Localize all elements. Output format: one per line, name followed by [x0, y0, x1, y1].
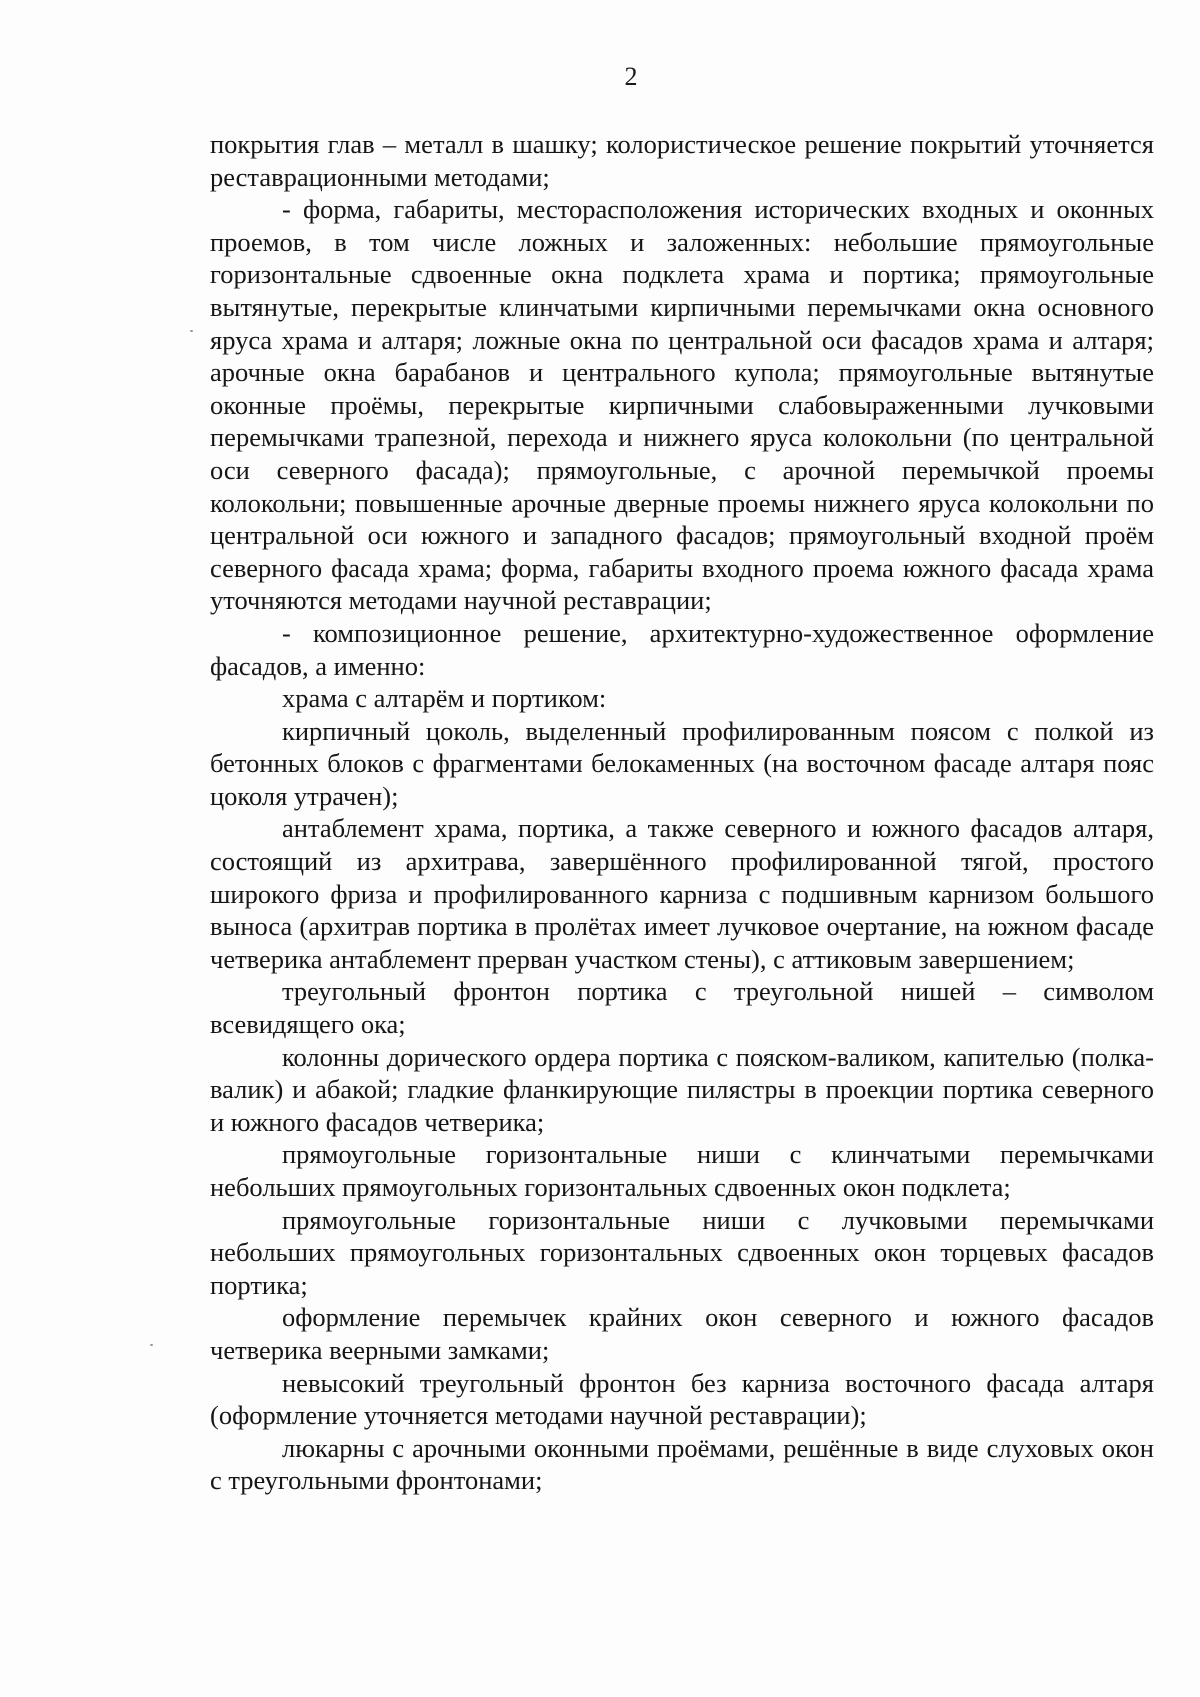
paragraph-openings: - форма, габариты, месторасположения исторических входных и оконных проемов, в том числе ложных и заложенных: небольшие прямоугольные горизонтальные сдвоенные окна подклета храма и портика; прямоугольные вытянутые, перекрытые клинчатыми кирпичными перемычками окна основного яруса храма и алтаря; ложные окна по центральной оси фасадов храма и алтаря; арочные окна барабанов и центрального купола; прямоугольные вытянутые оконные проёмы, перекрытые кирпичными слабовыраженными лучковыми перемычками трапезной, перехода и нижнего яруса колокольни (по центральной оси северного фасада); прямоугольные, с арочной перемычкой проемы колокольни; повышенные арочные дверные проемы нижнего яруса колокольни по центральной оси южного и западного фасадов; прямоугольный входной проём северного фасада храма; форма, габариты входного проема южного фасада храма уточняются методами научной реставрации;	[210, 194, 1154, 616]
paragraph-plinth: кирпичный цоколь, выделенный профилированным поясом с полкой из бетонных блоков с фрагментами белокаменных (на восточном фасаде алтаря пояс цоколя утрачен);	[210, 715, 1154, 811]
paragraph-roof-coverings: покрытия глав – металл в шашку; колористическое решение покрытий уточняется реставрационными методами;	[210, 129, 1154, 192]
document-body	[210, 128, 1154, 1497]
paragraph-niches-basement: прямоугольные горизонтальные ниши с клинчатыми перемычками небольших прямоугольных горизонтальных сдвоенных окон подклета;	[210, 1139, 1154, 1202]
paragraph-entablature: антаблемент храма, портика, а также северного и южного фасадов алтаря, состоящий из архитрава, завершённого профилированной тягой, простого широкого фриза и профилированного карниза с подшивным карнизом большого выноса (архитрав портика в пролётах имеет лучковое очертание, на южном фасаде четверика антаблемент прерван участком стены), с аттиковым завершением;	[210, 813, 1154, 974]
paragraph-dormers: люкарны с арочными оконными проёмами, решённые в виде слуховых окон с треугольными фронтонами;	[210, 1432, 1154, 1496]
paragraph-niches-portico: прямоугольные горизонтальные ниши с лучковыми перемычками небольших прямоугольных горизонтальных сдвоенных окон торцевых фасадов портика;	[210, 1204, 1154, 1300]
scan-speck	[150, 1344, 153, 1346]
page-number: 2	[624, 62, 638, 91]
paragraph-lintels: оформление перемычек крайних окон северного и южного фасадов четверика веерными замками;	[210, 1302, 1154, 1365]
paragraph-temple-heading: храма с алтарём и портиком:	[282, 683, 607, 714]
scan-speck	[190, 330, 193, 332]
paragraph-altar-pediment: невысокий треугольный фронтон без карниза восточного фасада алтаря (оформление уточняется методами научной реставрации);	[210, 1367, 1154, 1431]
paragraph-columns: колонны дорического ордера портика с пояском-валиком, капителью (полка-валик) и абакой; гладкие фланкирующие пилястры в проекции портика северного и южного фасадов четверика;	[210, 1041, 1154, 1137]
paragraph-facade-composition: - композиционное решение, архитектурно-художественное оформление фасадов, а именно:	[210, 617, 1154, 681]
paragraph-pediment: треугольный фронтон портика с треугольной нишей – символом всевидящего ока;	[210, 976, 1154, 1040]
